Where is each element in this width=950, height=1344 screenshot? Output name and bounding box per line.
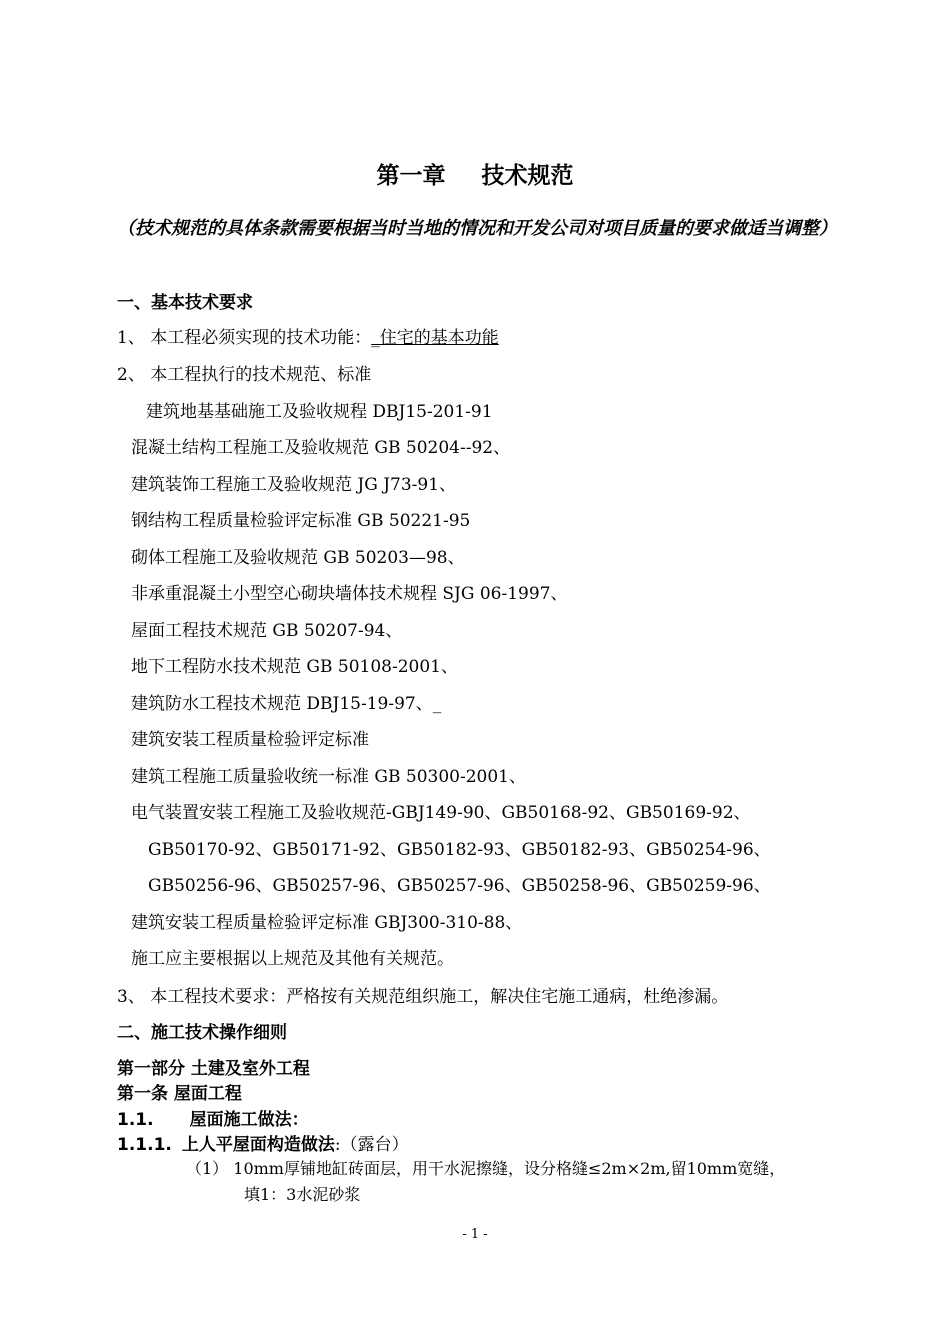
- standard-line: 建筑装饰工程施工及验收规范 JG J73-91、: [131, 475, 457, 495]
- standard-line: 建筑地基基础施工及验收规程 DBJ15-201-91: [146, 402, 493, 422]
- standard-line: 建筑工程施工质量验收统一标准 GB 50300-2001、: [131, 767, 526, 787]
- subsection-title: 屋面施工做法：: [189, 1110, 309, 1130]
- subsection-tail: :（露台）: [334, 1135, 409, 1155]
- standard-line: 施工应主要根据以上规范及其他有关规范。: [131, 949, 454, 969]
- step-1-line-1: （1） 10mm厚铺地缸砖面层，用干水泥擦缝，设分格缝≤2m×2m,留10mm宽缝，: [186, 1159, 786, 1178]
- standard-line: 屋面工程技术规范 GB 50207-94、: [131, 621, 403, 641]
- subsection-1-1-1: [117, 1130, 409, 1155]
- item-3: 3、 本工程技术要求：严格按有关规范组织施工，解决住宅施工通病，杜绝渗漏。: [117, 987, 729, 1007]
- standard-line: 钢结构工程质量检验评定标准 GB 50221-95: [131, 511, 471, 531]
- item-1-prefix: 1、 本工程必须实现的技术功能：: [117, 328, 372, 348]
- standard-line: GB50256-96、GB50257-96、GB50257-96、GB50258-96、GB50259-96、: [148, 876, 771, 896]
- section-heading-ops: 二、施工技术操作细则: [117, 1023, 287, 1043]
- item-1: [117, 323, 499, 348]
- standard-line: 建筑安装工程质量检验评定标准 GBJ300-310-88、: [131, 913, 523, 933]
- standard-line: 建筑安装工程质量检验评定标准: [131, 730, 369, 750]
- subsection-1-1: [117, 1105, 309, 1130]
- subsection-number: 1.1.: [117, 1110, 154, 1130]
- standard-line: 电气装置安装工程施工及验收规范-GBJ149-90、GB50168-92、GB50169-92、: [131, 803, 751, 823]
- subsection-number: 1.1.1.: [117, 1135, 172, 1155]
- item-1-value: _住宅的基本功能: [371, 328, 499, 348]
- item-2: 2、 本工程执行的技术规范、标准: [117, 365, 372, 385]
- standard-line: GB50170-92、GB50171-92、GB50182-93、GB50182-93、GB50254-96、: [148, 840, 771, 860]
- step-1-line-2: 填1：3水泥砂浆: [244, 1185, 361, 1204]
- chapter-name: 技术规范: [481, 163, 574, 189]
- chapter-title: [0, 157, 950, 190]
- standard-line: 建筑防水工程技术规范 DBJ15-19-97、_: [131, 694, 442, 714]
- page-number: - 1 -: [462, 1227, 488, 1242]
- subsection-title: 上人平屋面构造做法: [181, 1135, 335, 1155]
- standard-line: 非承重混凝土小型空心砌块墙体技术规程 SJG 06-1997、: [131, 584, 568, 604]
- article-heading: 第一条 屋面工程: [117, 1084, 242, 1104]
- section-heading-basic: 一、基本技术要求: [117, 293, 253, 313]
- part-heading: 第一部分 土建及室外工程: [117, 1059, 310, 1079]
- standard-line: 混凝土结构工程施工及验收规范 GB 50204--92、: [131, 438, 511, 458]
- standard-line: 砌体工程施工及验收规范 GB 50203—98、: [131, 548, 465, 568]
- chapter-number: 第一章: [376, 163, 446, 189]
- italic-note: （技术规范的具体条款需要根据当时当地的情况和开发公司对项目质量的要求做适当调整）: [117, 218, 837, 239]
- standard-line: 地下工程防水技术规范 GB 50108-2001、: [131, 657, 458, 677]
